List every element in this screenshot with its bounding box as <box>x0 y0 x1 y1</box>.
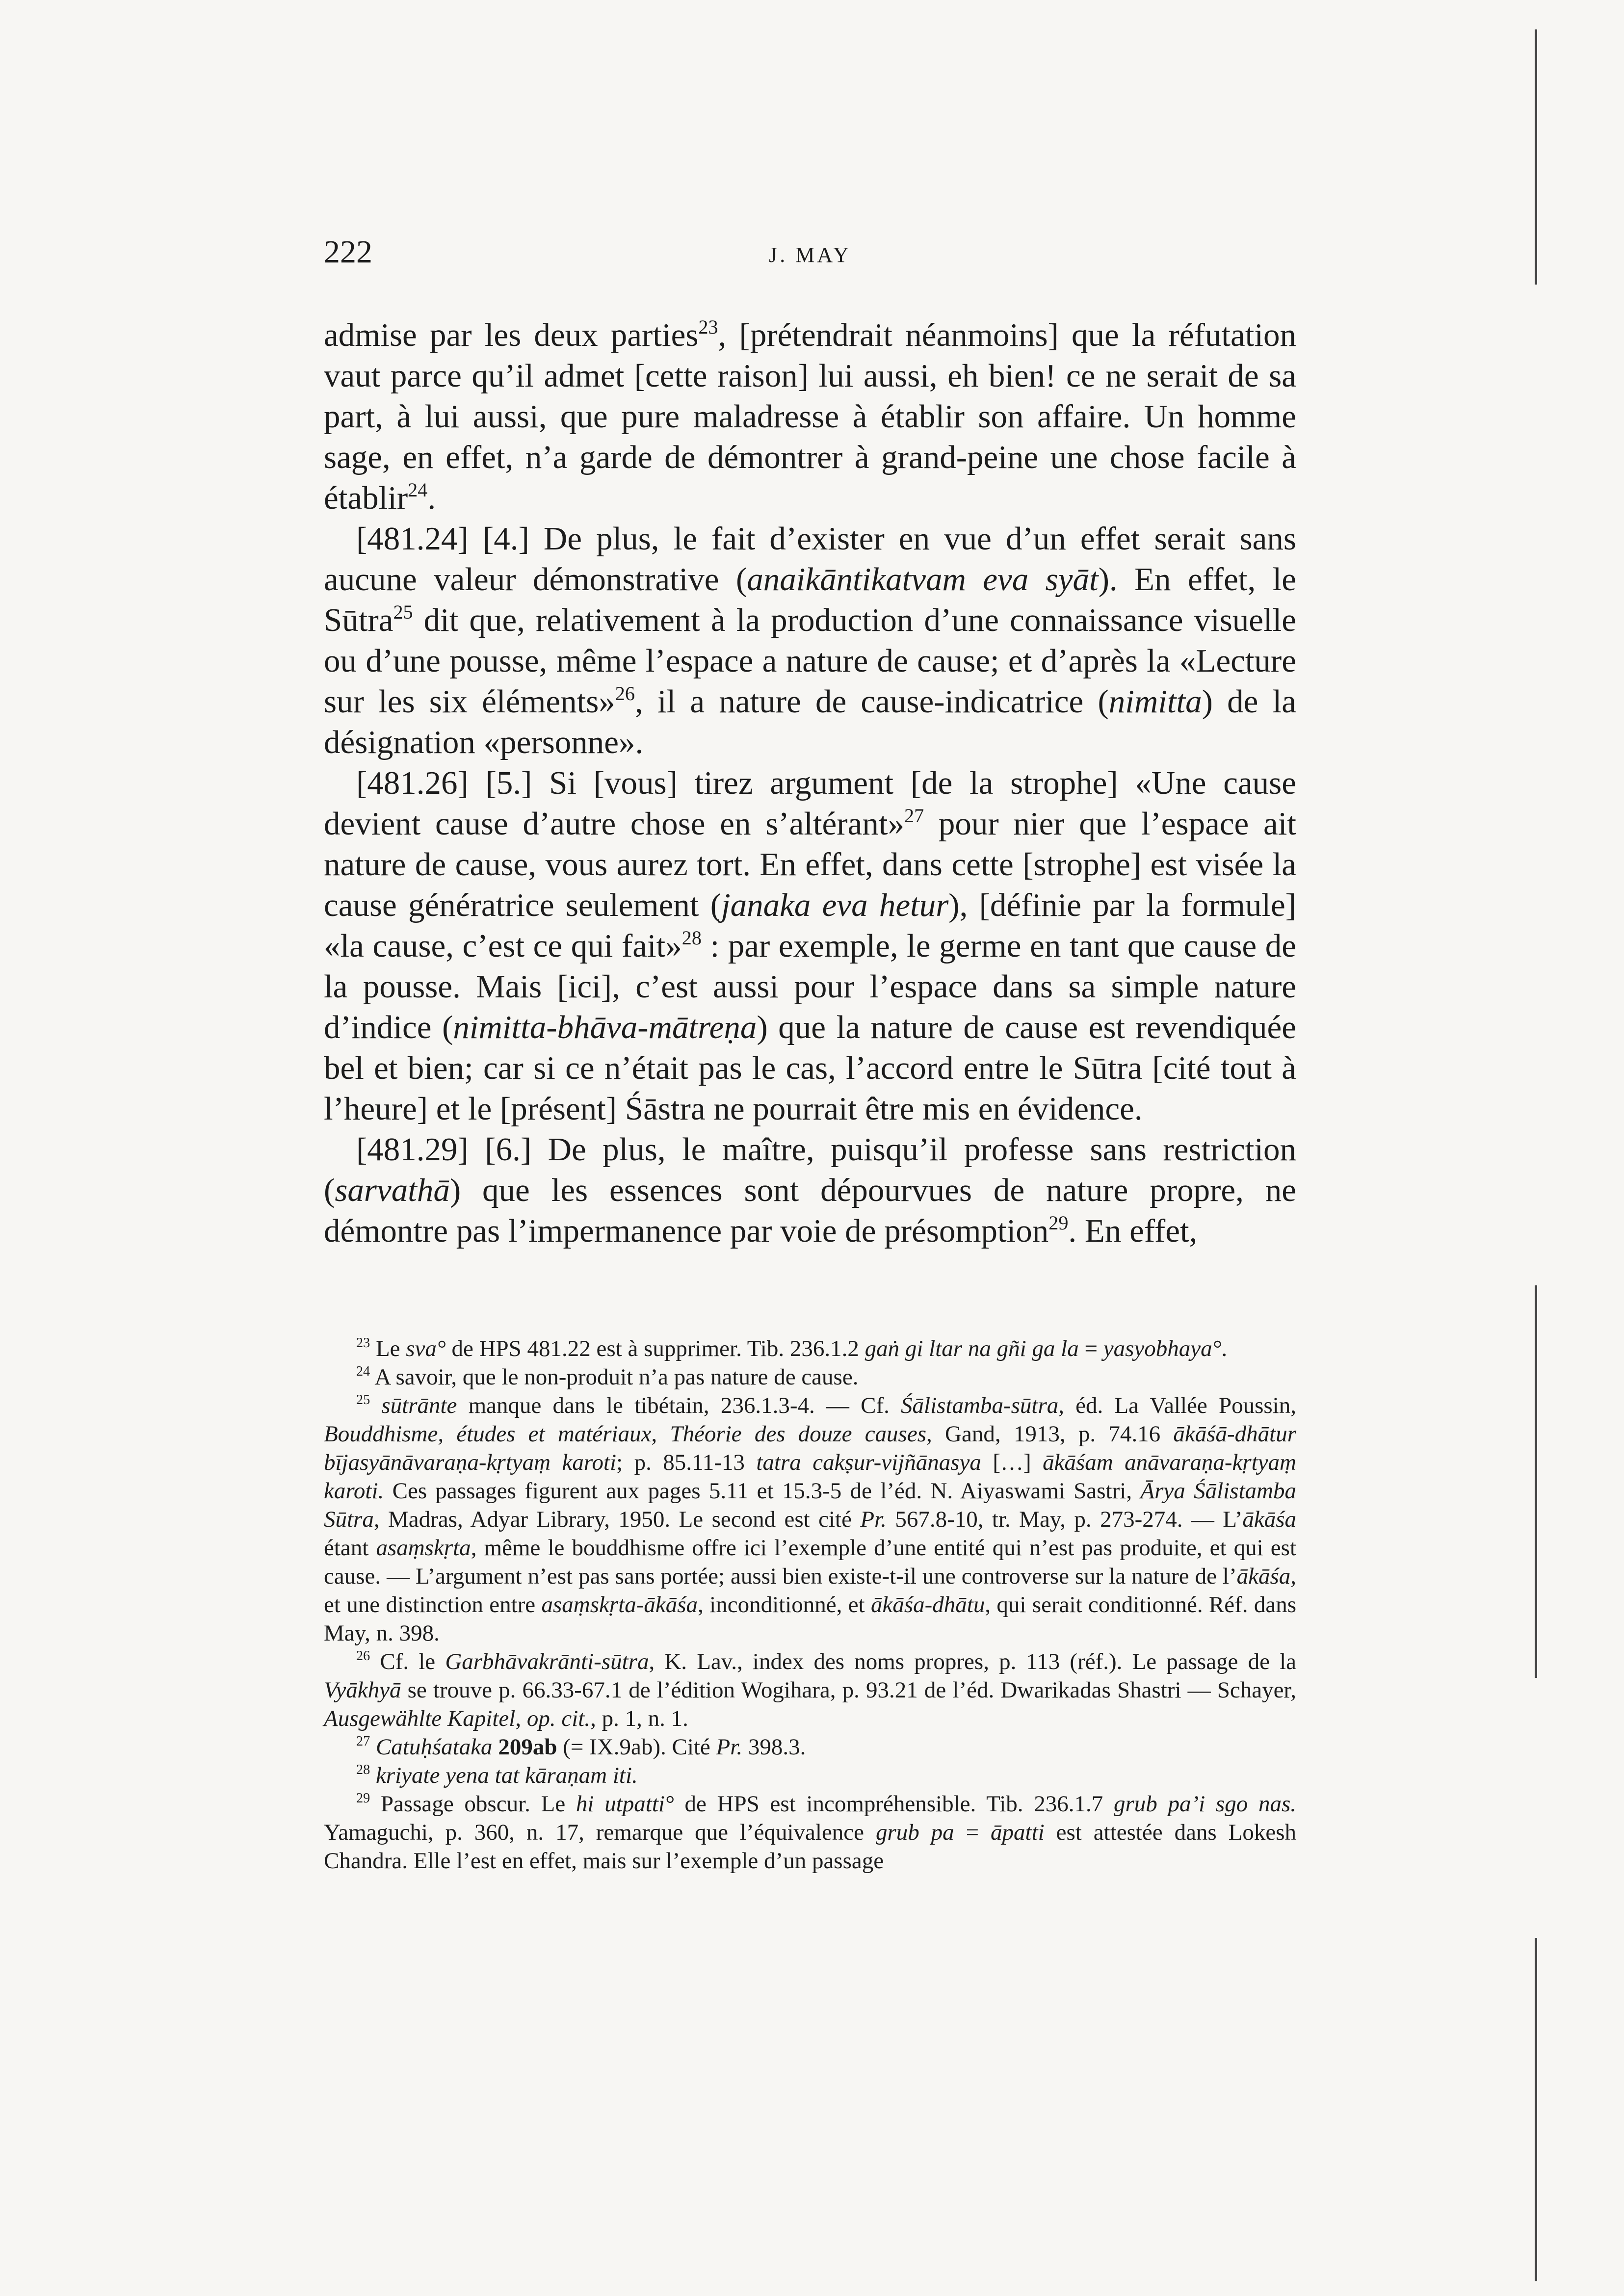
footnote-23: $^{23}$ Le sva° de HPS 481.22 est à supprimer. Tib. 236.1.2 gaṅ gi ltar na gñi ga la = yasyobhaya°. <box>356 1335 1228 1361</box>
footnote-number: 26 <box>356 1648 370 1664</box>
footnote-number: 25 <box>356 1392 370 1408</box>
footnote-number: 23 <box>356 1335 370 1351</box>
footnote-ref: 29 <box>1048 1211 1069 1234</box>
footnote-26: $^{26}$ Cf. le Garbhāvakrānti-sūtra, K. Lav., index des noms propres, p. 113 (réf.). Le passage de la Vyākhyā se trouve p. 66.33-67.1 de l’édition Wogihara, p. 93.21 de l’éd. Dwarikadas Shastri — Schayer, Ausgewählte Kapitel, op. cit., p. 1, n. 1. <box>324 1648 1296 1731</box>
footnote-number: 28 <box>356 1762 370 1777</box>
footnote-ref: 24 <box>408 478 428 501</box>
running-head-author: J. MAY <box>769 243 851 267</box>
footnote-24: $^{24}$ A savoir, que le non-produit n’a pas nature de cause. <box>356 1363 859 1390</box>
footnote-number: 29 <box>356 1790 370 1806</box>
scan-edge-rule <box>1535 1938 1537 2281</box>
page-number: 222 <box>324 234 372 270</box>
footnote-25: $^{25}$ sūtrānte manque dans le tibétain, 236.1.3-4. — Cf. Śālistamba-sūtra, éd. La Vallée Poussin, Bouddhisme, études et matériaux, Théorie des douze causes, Gand, 1913, p. 74.16 ākāśā-dhātur bījasyānāvaraṇa-kṛtyaṃ karoti; p. 85.11-13 tatra cakṣur-vijñānasya […] ākāśam anāvaraṇa-kṛtyaṃ karoti. Ces passages figurent aux pages 5.11 et 15.3-5 de l’éd. N. Aiyaswami Sastri, Ārya Śālistamba Sūtra, Madras, Adyar Library, 1950. Le second est cité Pr. 567.8-10, tr. May, p. 273-274. — L’ākāśa étant asaṃskṛta, même le bouddhisme offre ici l’exemple d’une entité qui n’est pas produite, et qui est cause. — L’argument n’est pas sans portée; aussi bien existe-t-il une controverse sur la nature de l’ākāśa, et une distinction entre asaṃskṛta-ākāśa, inconditionné, et ākāśa-dhātu, qui serait conditionné. Réf. dans May, n. 398. <box>324 1392 1297 1646</box>
footnote-number: 27 <box>356 1733 370 1749</box>
footnote-ref: 28 <box>681 926 702 949</box>
footnote-29: $^{29}$ Passage obscur. Le hi utpatti° de HPS est incompréhensible. Tib. 236.1.7 grub pa’i sgo nas. Yamaguchi, p. 360, n. 17, remarque que l’équivalence grub pa = āpatti est attestée dans Lokesh Chandra. Elle l’est en effet, mais sur l’exemple d’un passage <box>324 1790 1296 1874</box>
footnote-number: 24 <box>356 1363 370 1379</box>
footnotes <box>324 1334 1296 1875</box>
paragraph-3: [481.26] [5.] Si [vous] tirez argument [de la strophe] «Une cause devient cause d’autre chose en s’altérant»$^{27}$ pour nier que l’espace ait nature de cause, vous aurez tort. En effet, dans cette [strophe] est visée la cause génératrice seulement (janaka eva hetur), [définie par la formule] «la cause, c’est ce qui fait»$^{28}$ : par exemple, le germe en tant que cause de la pousse. Mais [ici], c’est aussi pour l’espace dans sa simple nature d’indice (nimitta-bhāva-mātreṇa) que la nature de cause est revendiquée bel et bien; car si ce n’était pas le cas, l’accord entre le Sūtra [cité tout à l’heure] et le [présent] Śāstra ne pourrait être mis en évidence. <box>324 765 1296 1127</box>
footnote-ref: 23 <box>698 315 718 338</box>
footnote-ref: 26 <box>615 682 635 704</box>
paragraph-1: admise par les deux parties$^{23}$, [prétendrait néanmoins] que la réfutation vaut parce qu’il admet [cette raison] lui aussi, eh bien! ce ne serait de sa part, à lui aussi, que pure maladresse à établir son affaire. Un homme sage, en effet, n’a garde de démontrer à grand-peine une chose facile à établir$^{24}$. <box>324 315 1296 516</box>
main-text <box>324 315 1296 1252</box>
running-header <box>324 234 1296 273</box>
scan-edge-rule <box>1535 29 1537 285</box>
scan-edge-rule <box>1535 1285 1537 1678</box>
footnote-ref: 25 <box>393 600 413 623</box>
footnote-27: $^{27}$ Catuḥśataka 209ab (= IX.9ab). Cité Pr. 398.3. <box>356 1733 806 1760</box>
footnote-28: $^{28}$ kriyate yena tat kāraṇam iti. <box>356 1762 638 1788</box>
paragraph-4: [481.29] [6.] De plus, le maître, puisqu’il professe sans restriction (sarvathā) que les essences sont dépourvues de nature propre, ne démontre pas l’impermanence par voie de présomption$^{29}$. En effet, <box>324 1131 1296 1249</box>
paragraph-2: [481.24] [4.] De plus, le fait d’exister en vue d’un effet serait sans aucune valeur démonstrative (anaikāntikatvam eva syāt). En effet, le Sūtra$^{25}$ dit que, relativement à la production d’une connaissance visuelle ou d’une pousse, même l’espace a nature de cause; et d’après la «Lecture sur les six éléments»$^{26}$, il a nature de cause-indicatrice (nimitta) de la désignation «personne». <box>324 521 1296 760</box>
footnote-ref: 27 <box>904 804 924 827</box>
